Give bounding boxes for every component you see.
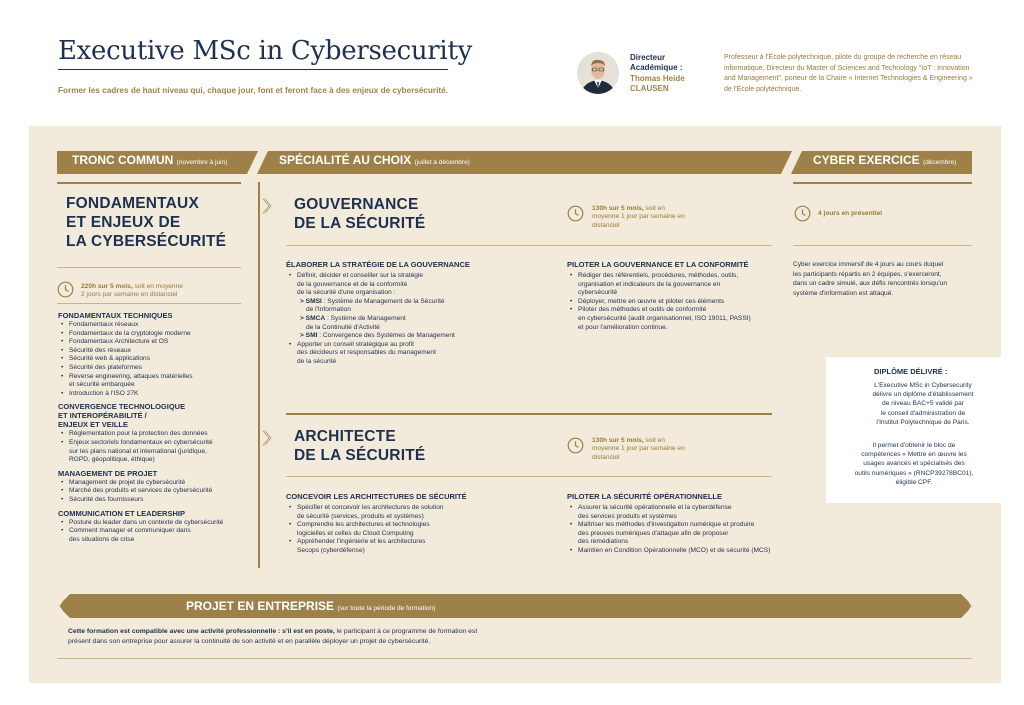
fondamentaux-list <box>58 321 248 398</box>
gouvernance-left <box>286 260 556 367</box>
projet-description: Cette formation est compatible avec une activité professionnelle : s'il est en poste, le participant à ce programme de formation est présent dans son entreprise pour assurer la continuité de son activité et en parallèle déployer un projet de cybersécurité. <box>68 628 478 646</box>
clock-icon <box>567 437 584 454</box>
column-divider <box>258 182 260 568</box>
tronc-top-rule <box>57 182 241 184</box>
architecte-left <box>286 492 556 556</box>
gouvernance-heading: GOUVERNANCE DE LA SÉCURITÉ <box>294 196 426 232</box>
tronc-banner: TRONC COMMUN (novembre à juin) <box>72 153 228 167</box>
clock-icon <box>567 205 584 222</box>
list-item: • Management de projet de cybersécurité <box>58 479 248 488</box>
convergence-list <box>58 430 248 464</box>
diploma-box <box>826 357 1001 503</box>
section-title: ÉLABORER LA STRATÉGIE DE LA GOUVERNANCE <box>286 260 470 269</box>
section-title: PILOTER LA SÉCURITÉ OPÉRATIONNELLE <box>567 492 723 501</box>
gouvernance-rule <box>286 245 772 246</box>
page-subtitle: Former les cadres de haut niveau qui, chaque jour, font et feront face à des enjeux de cybersécurité. <box>58 86 448 95</box>
director-name: Thomas Heide CLAUSEN <box>630 74 685 93</box>
director-photo <box>577 52 619 94</box>
architecte-left-list <box>286 504 556 556</box>
cyber-rule <box>793 245 972 246</box>
tronc-duration: 220h sur 5 mois, soit en moyenne 2 jours par semaine en distanciel <box>81 283 183 299</box>
list-item: • Comment manager et communiquer dans des situations de crise <box>58 527 248 544</box>
list-item: • Introduction à l'ISO 27K <box>58 390 248 399</box>
title-underline <box>58 69 448 70</box>
architecte-top-rule <box>286 413 772 415</box>
list-item: • Fondamentaux réseaux <box>58 321 248 330</box>
tronc-heading: FONDAMENTAUX ET ENJEUX DE LA CYBERSÉCURITÉ <box>66 195 227 250</box>
specialite-banner: SPÉCIALITÉ AU CHOIX (juillet à décembre) <box>279 153 470 167</box>
list-item: • Sécurité des plateformes <box>58 364 248 373</box>
smca-item: > SMCA : Système de Management <box>300 314 406 322</box>
list-item: • Spécifier et concevoir les architectures de solution de sécurité (services, produits et systèmes) <box>286 504 556 521</box>
list-item: • Maintien en Condition Opérationnelle (MCO) et de sécurité (MCS) <box>567 547 807 556</box>
list-item: • Piloter des méthodes et outils de conformité en cybersécurité (audit organisationnel, ISO 19011, PASSI) et pour l'amélioration continue. <box>567 306 782 332</box>
gouvernance-right-list <box>567 272 782 332</box>
section-title: CONCEVOIR LES ARCHITECTURES DE SÉCURITÉ <box>286 492 467 501</box>
gouvernance-left-list-2 <box>286 341 556 367</box>
clock-icon <box>794 205 811 222</box>
list-item: • Comprendre les architectures et technologies logicielles et celles du Cloud Computing <box>286 521 556 538</box>
list-item: • Fondamentaux de la cryptologie moderne <box>58 330 248 339</box>
communication-list <box>58 519 248 545</box>
gouvernance-duration: 130h sur 5 mois, soit en moyenne 1 jour par semaine en distanciel <box>592 205 685 229</box>
tronc-rule-2 <box>57 303 241 304</box>
director-label: Directeur Académique : <box>630 53 683 72</box>
diploma-text-2: Il permet d'obtenir le bloc de compétences « Mettre en œuvre les usages avancés et spécialisés des outils numériques » (RNCP39278BC01), éligible CPF. <box>854 442 974 486</box>
architecte-rule <box>286 476 772 477</box>
cyber-top-rule <box>793 182 972 184</box>
cyber-description: Cyber exercice immersif de 4 jours au cours duquel les participants répartis en 2 équipes, s'exerceront, dans un cadre simulé, aux défis rencontrés lorsqu'un système d'information est attaqué. <box>793 261 948 297</box>
list-item: • Sécurité des réseaux <box>58 347 248 356</box>
tronc-sections <box>58 311 248 544</box>
cyber-banner: CYBER EXERCICE (décembre) <box>813 153 957 167</box>
chevron-icon: 〉〉 <box>262 431 275 448</box>
chevron-icon: 〉〉 <box>262 199 275 216</box>
list-item: • Posture du leader dans un contexte de cybersécurité <box>58 519 248 528</box>
list-item: • Appréhender l'ingénierie et les architectures Secops (cyberdéfense) <box>286 538 556 555</box>
clock-icon <box>57 281 74 298</box>
section-title: MANAGEMENT DE PROJET <box>58 468 158 478</box>
section-title: PILOTER LA GOUVERNANCE ET LA CONFORMITÉ <box>567 260 749 269</box>
list-item: • Sécurité web & applications <box>58 355 248 364</box>
list-item: • Rédiger des référentiels, procédures, méthodes, outils, organisation et indicateurs de la gouvernance en cybersécurité <box>567 272 782 298</box>
list-item: • Enjeux sectoriels fondamentaux en cybersécurité sur les plans national et international (juridique, RGPD, géopolitique, éthique) <box>58 439 248 465</box>
list-item: • Reverse engineering, attaques matérielles et sécurité embarquée <box>58 373 248 390</box>
list-item: • Maîtriser les méthodes d'investigation numérique et produire des preuves numériques d'attaque afin de proposer des remédiations <box>567 521 807 547</box>
section-title: FONDAMENTAUX TECHNIQUES <box>58 311 173 320</box>
list-item: • Déployer, mettre en œuvre et piloter ces éléments <box>567 298 782 307</box>
smi-item: > SMI : Convergence des Systèmes de Management <box>300 332 455 340</box>
projet-banner: PROJET EN ENTREPRISE (sur toute la période de formation) <box>186 599 436 613</box>
smca-item-cont: de la Continuité d'Activité <box>306 323 380 331</box>
architecte-right <box>567 492 807 556</box>
bottom-rule <box>57 658 972 659</box>
list-item: • Fondamentaux Architecture et OS <box>58 338 248 347</box>
director-description: Professeur à l'École polytechnique, pilote du groupe de recherche en réseau informatique, Directeur du Master of Sciences and Technology "IoT : Innovation and Management", porteur de la Chaire « Internet Technologies & Engineering » de l'École polytechnique. <box>724 54 973 93</box>
smsi-item: > SMSI : Système de Management de la Sécurité <box>300 297 445 305</box>
list-item: • Sécurité des fournisseurs <box>58 496 248 505</box>
diploma-text-1: L'Executive MSc in Cybersecurity délivre un diplôme d'établissement de niveau BAC+5 validé par le conseil d'administration de l'Institut Polytechnique de Paris. <box>872 382 974 426</box>
architecte-duration: 130h sur 5 mois, soit en moyenne 1 jour par semaine en distanciel <box>592 437 685 461</box>
list-item: • Marché des produits et services de cybersécurité <box>58 487 248 496</box>
list-item: • Assurer la sécurité opérationnelle et la cyberdéfense des services produits et systèmes <box>567 504 807 521</box>
list-item: • Définir, décider et conseiller sur la stratégie de la gouvernance et de la conformité de la sécurité d'une organisation : <box>286 272 556 298</box>
architecte-right-list <box>567 504 807 556</box>
gouvernance-left-list <box>286 272 556 298</box>
list-item: • Apporter un conseil stratégique au profit des décideurs et responsables du management de la sécurité <box>286 341 556 367</box>
cyber-duration: 4 jours en présentiel <box>818 210 883 217</box>
section-title: COMMUNICATION ET LEADERSHIP <box>58 508 185 518</box>
tronc-rule <box>57 267 241 268</box>
management-list <box>58 479 248 505</box>
diploma-title: DIPLÔME DÉLIVRÉ : <box>874 367 948 376</box>
page-title: Executive MSc in Cybersecurity <box>58 36 472 66</box>
section-title: CONVERGENCE TECHNOLOGIQUE ET INTEROPÉRABILITÉ / ENJEUX ET VEILLE <box>58 402 186 430</box>
smsi-item-cont: de l'Information <box>306 306 351 314</box>
list-item: • Réglementation pour la protection des données <box>58 430 248 439</box>
gouvernance-right <box>567 260 782 332</box>
architecte-heading: ARCHITECTE DE LA SÉCURITÉ <box>294 428 426 464</box>
